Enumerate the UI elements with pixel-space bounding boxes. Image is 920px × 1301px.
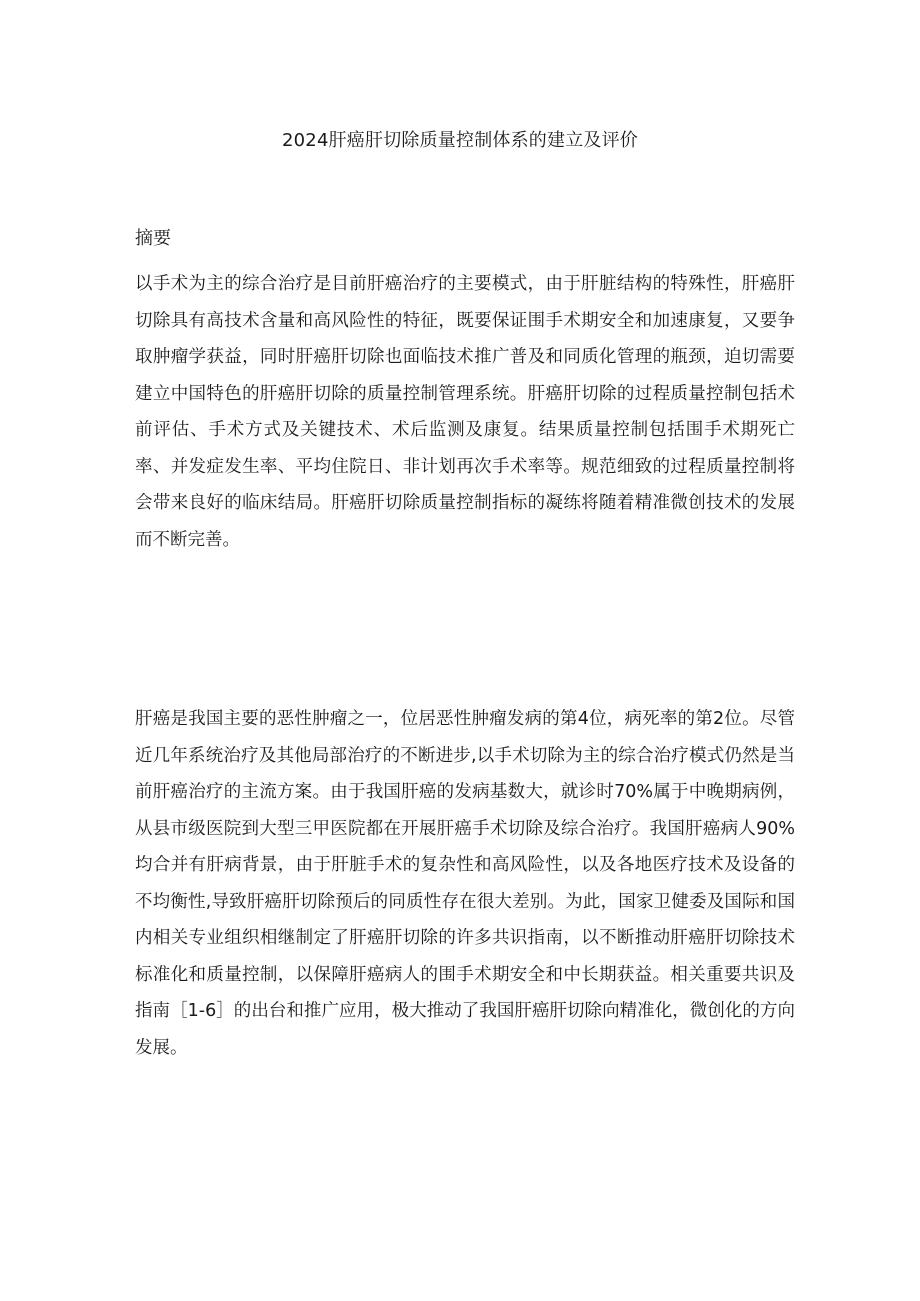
abstract-paragraph: 以手术为主的综合治疗是目前肝癌治疗的主要模式，由于肝脏结构的特殊性，肝癌肝切除具有高技术含量和高风险性的特征，既要保证围手术期安全和加速康复，又要争取肿瘤学获益，同时肝癌肝切除也面临技术推广普及和同质化管理的瓶颈，迫切需要建立中国特色的肝癌肝切除的质量控制管理系统。肝癌肝切除的过程质量控制包括术前评估、手术方式及关键技术、术后监测及康复。结果质量控制包括围手术期死亡率、并发症发生率、平均住院日、非计划再次手术率等。规范细致的过程质量控制将会带来良好的临床结局。肝癌肝切除质量控制指标的凝练将随着精准微创技术的发展而不断完善。 (135, 274, 795, 550)
abstract-heading: 摘要 (135, 228, 171, 249)
body-paragraph: 肝癌是我国主要的恶性肿瘤之一，位居恶性肿瘤发病的第4位，病死率的第2位。尽管近几年系统治疗及其他局部治疗的不断进步,以手术切除为主的综合治疗模式仍然是当前肝癌治疗的主流方案。由于我国肝癌的发病基数大，就诊时70%属于中晚期病例，从县市级医院到大型三甲医院都在开展肝癌手术切除及综合治疗。我国肝癌病人90%均合并有肝病背景，由于肝脏手术的复杂性和高风险性，以及各地医疗技术及设备的不均衡性,导致肝癌肝切除预后的同质性存在很大差别。为此，国家卫健委及国际和国内相关专业组织相继制定了肝癌肝切除的许多共识指南，以不断推动肝癌肝切除技术标准化和质量控制，以保障肝癌病人的围手术期安全和中长期获益。相关重要共识及指南［1-6］的出台和推广应用，极大推动了我国肝癌肝切除向精准化，微创化的方向发展。 (135, 709, 795, 1058)
document-title: 2024肝癌肝切除质量控制体系的建立及评价 (281, 130, 638, 151)
